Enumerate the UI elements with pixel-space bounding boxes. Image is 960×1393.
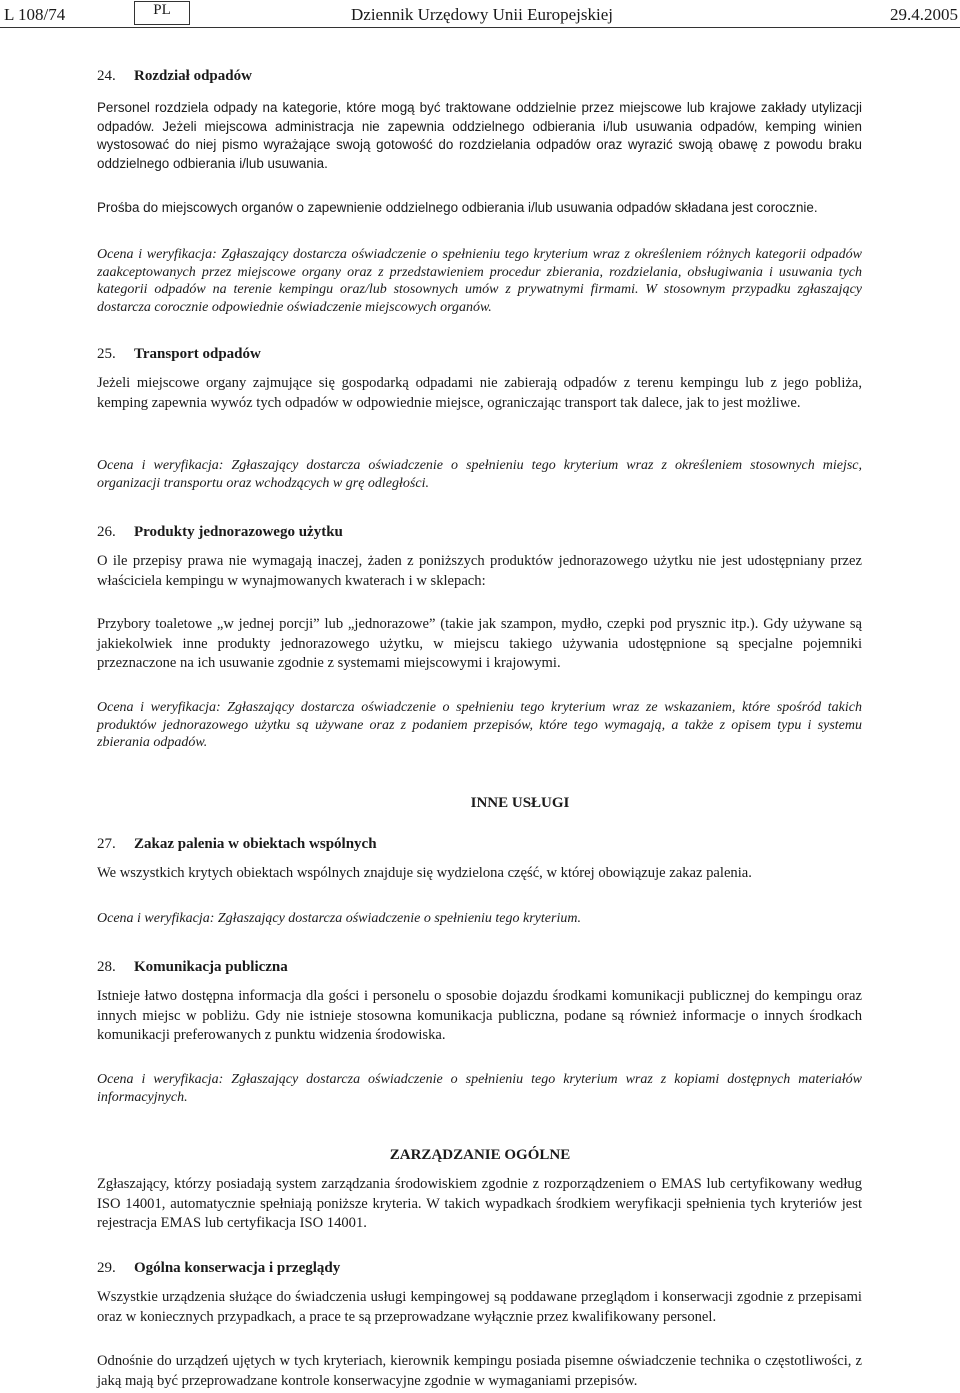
management-intro: Zgłaszający, którzy posiadają system zarządzania środowiskiem zgodnie z rozporządzeniem o EMAS lub certyfikowany według ISO 14001, automatycznie spełniają poniższe kryteria. W takich wypadkach środkiem weryfikacji spełnienia tych kryteriów jest rejestracja EMAS lub certyfikacja ISO 14001. — [97, 1176, 862, 1231]
heading-other-services: INNE USŁUGI — [470, 795, 570, 811]
section-number: 25. — [97, 346, 116, 362]
section-24-paragraph-2: Prośba do miejscowych organów o zapewnienie oddzielnego odbierania i/lub usuwania odpadów składana jest corocznie. — [97, 200, 818, 215]
page-header — [0, 0, 960, 28]
section-24-paragraph-1: Personel rozdziela odpady na kategorie, które mogą być traktowane oddzielnie przez miejscowe lub krajowe zakłady utylizacji odpadów. Jeżeli miejscowa administracja nie zapewnia oddzielnego odbierania i/lub usuwania odpadów, kemping winien wystosować do niej pismo wyrażające swoją gotowość do rozdzielania odpadów oraz wyrazić swoją obawę z powodu braku oddzielnego odbierania i/lub usuwania. — [97, 100, 862, 171]
section-27-assessment: Ocena i weryfikacja: Zgłaszający dostarcza oświadczenie o spełnieniu tego kryterium. — [97, 911, 581, 926]
language-badge: PL — [134, 1, 190, 25]
heading-general-management: ZARZĄDZANIE OGÓLNE — [389, 1147, 571, 1163]
section-title: Rozdział odpadów — [134, 68, 252, 84]
section-26-paragraph-1: O ile przepisy prawa nie wymagają inaczej, żaden z poniższych produktów jednorazowego użytku nie jest udostępniany przez właściciela kempingu w wynajmowanych kwaterach i w sklepach: — [97, 553, 862, 589]
section-28-paragraph-1: Istnieje łatwo dostępna informacja dla gości i personelu o sposobie dojazdu środkami komunikacji publicznej do kempingu oraz innych miejsc w pobliżu. Gdy nie istnieje stosowna komunikacja publiczna, podane są również informacje o innych środkach komunikacji preferowanych z punktu widzenia środowiska. — [97, 988, 862, 1043]
section-number: 26. — [97, 524, 116, 540]
section-26-assessment: Ocena i weryfikacja: Zgłaszający dostarcza oświadczenie o spełnieniu tego kryterium wraz ze wskazaniem, które spośród takich produktów jednorazowego użytku są używane oraz z podaniem przepisów, które tego wymagają, a także z opisem typu i systemu zbierania odpadów. — [97, 700, 862, 750]
section-25-paragraph-1: Jeżeli miejscowe organy zajmujące się gospodarką odpadami nie zabierają odpadów z terenu kempingu lub z jego pobliża, kemping zapewnia wywóz tych odpadów w odpowiednie miejsce, ograniczając transport tak dalece, jak to jest możliwe. — [97, 375, 862, 411]
section-title: Produkty jednorazowego użytku — [134, 524, 343, 540]
section-24-assessment: Ocena i weryfikacja: Zgłaszający dostarcza oświadczenie o spełnieniu tego kryterium wraz z określeniem różnych kategorii odpadów zaakceptowanych przez miejscowe organy oraz z przedstawieniem procedur zbierania, rozdzielania, obsługiwania i usuwania tych kategorii odpadów na terenie kempingu oraz/lub stosownych umów z prywatnymi firmami. W stosownym przypadku zgłaszający dostarcza corocznie odpowiednie oświadczenie miejscowych organów. — [97, 247, 862, 315]
publication-date: 29.4.2005 — [890, 5, 958, 24]
page-number: L 108/74 — [4, 5, 66, 24]
section-title: Komunikacja publiczna — [134, 959, 288, 975]
section-28-assessment: Ocena i weryfikacja: Zgłaszający dostarcza oświadczenie o spełnieniu tego kryterium wraz z kopiami dostępnych materiałów informacyjnych. — [97, 1072, 862, 1105]
section-27-heading — [97, 835, 862, 853]
section-26-paragraph-2: Przybory toaletowe „w jednej porcji” lub „jednorazowe” (takie jak szampon, mydło, czepki pod prysznic itp.). Gdy używane są jakiekolwiek inne produkty jednorazowego użytku, w miejscu takiego używania udostępnione są specjalne pojemniki przeznaczone na ich usuwanie zgodnie z systemami miejscowymi i krajowymi. — [97, 616, 862, 671]
section-25-assessment: Ocena i weryfikacja: Zgłaszający dostarcza oświadczenie o spełnieniu tego kryterium wraz z określeniem stosownych miejsc, organizacji transportu oraz wchodzących w grę odległości. — [97, 458, 862, 491]
section-26-heading — [97, 523, 862, 541]
section-title: Ogólna konserwacja i przeglądy — [134, 1260, 341, 1276]
section-29-paragraph-1: Wszystkie urządzenia służące do świadczenia usługi kempingowej są poddawane przeglądom i konserwacji zgodnie z przepisami oraz w koniecznych przypadkach, a prace te są przeprowadzane wyłącznie przez kwalifikowany personel. — [97, 1289, 862, 1325]
section-24-heading — [97, 67, 862, 85]
section-number: 27. — [97, 836, 116, 852]
section-25-heading — [97, 345, 862, 363]
journal-title: Dziennik Urzędowy Unii Europejskiej — [351, 5, 614, 24]
section-title: Transport odpadów — [134, 346, 261, 362]
section-title: Zakaz palenia w obiektach wspólnych — [134, 836, 377, 852]
header-divider — [0, 27, 960, 28]
section-number: 29. — [97, 1260, 116, 1276]
section-29-heading — [97, 1259, 862, 1277]
section-27-paragraph-1: We wszystkich krytych obiektach wspólnych znajduje się wydzielona część, w której obowiązuje zakaz palenia. — [97, 865, 752, 881]
section-number: 28. — [97, 959, 116, 975]
section-number: 24. — [97, 68, 116, 84]
section-29-paragraph-2: Odnośnie do urządzeń ujętych w tych kryteriach, kierownik kempingu posiada pisemne oświadczenie technika o częstotliwości, z jaką mają być przeprowadzane kontrole konserwacyjne zgodnie w wymaganiami przepisów. — [97, 1353, 862, 1389]
section-28-heading — [97, 958, 862, 976]
